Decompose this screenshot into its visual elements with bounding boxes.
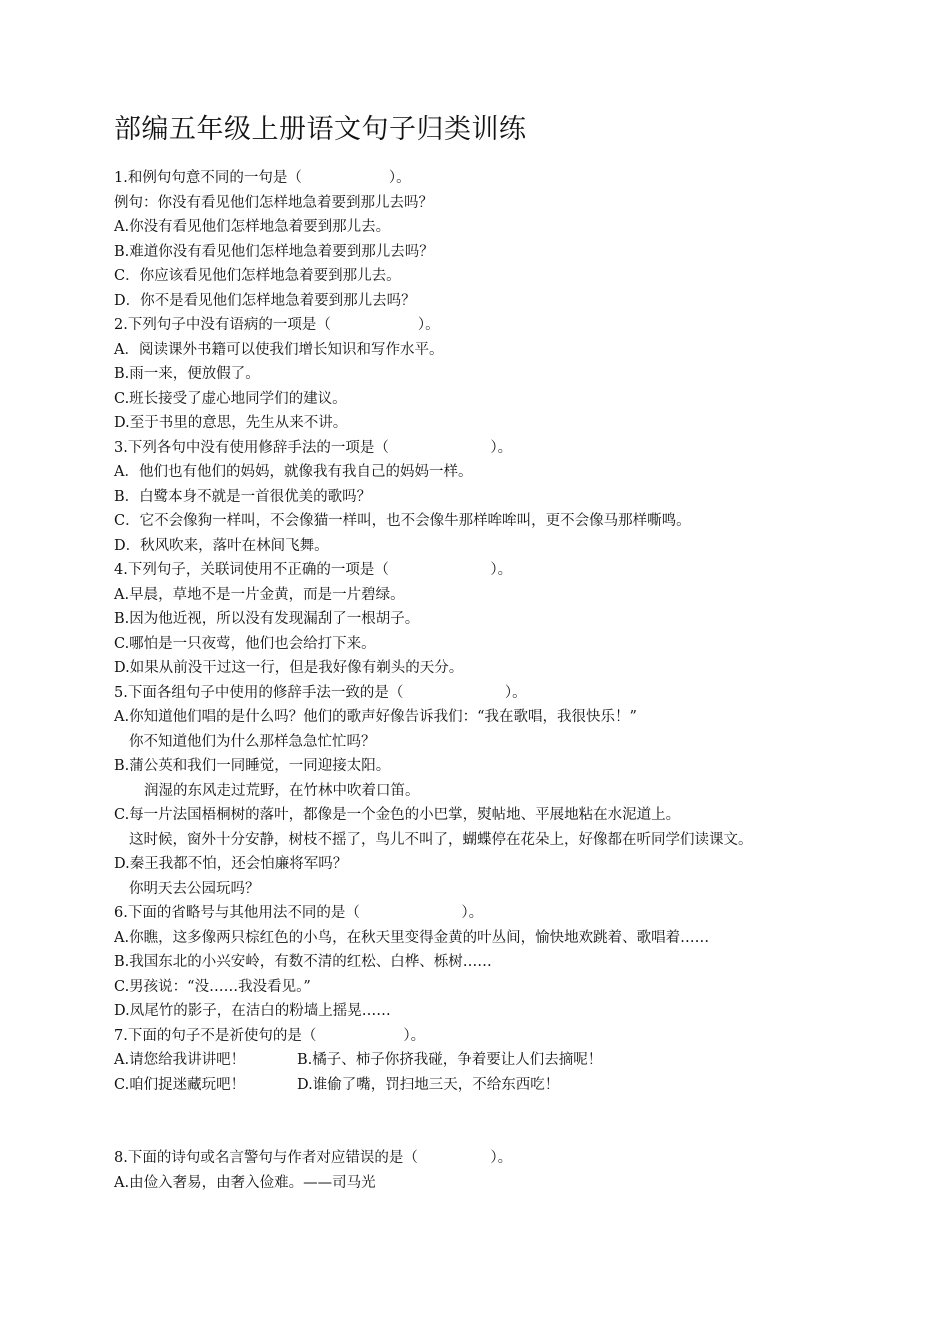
question-5-option-b-line-1: B.蒲公英和我们一同睡觉，一同迎接太阳。 [114,758,391,774]
question-7-option-c: C.咱们捉迷藏玩吧！ [114,1076,246,1093]
question-3-option-c: C．它不会像狗一样叫，不会像猫一样叫，也不会像牛那样哞哞叫，更不会像马那样嘶鸣。 [114,513,691,529]
question-5-option-a-line-2: 你不知道他们为什么那样急急忙忙吗？ [129,733,376,750]
question-4-option-d: D.如果从前没干过这一行，但是我好像有剃头的天分。 [114,660,464,676]
question-7-stem: 7.下面的句子不是祈使句的是（ ）。 [114,1027,426,1044]
question-4-option-b: B.因为他近视，所以没有发现漏刮了一根胡子。 [114,611,420,627]
question-1-example: 例句：你没有看见他们怎样地急着要到那儿去吗？ [114,194,433,211]
question-3-option-b: B．白鹭本身不就是一首很优美的歌吗？ [114,488,372,505]
question-1-option-a: A.你没有看见他们怎样地急着要到那儿去。 [114,219,391,235]
question-8-option-a: A.由俭入奢易，由奢入俭难。——司马光 [114,1174,376,1191]
question-5-option-b-line-2: 润湿的东风走过荒野，在竹林中吹着口笛。 [144,782,420,799]
blank-spacer [114,1097,934,1146]
question-list [114,166,934,1195]
question-5-option-c-line-2: 这时候，窗外十分安静，树枝不摇了，鸟儿不叫了，蝴蝶停在花朵上，好像都在听同学们读课文。 [129,831,753,848]
question-7-options-row-2 [114,1073,934,1098]
question-4-option-c: C.哪怕是一只夜莺，他们也会给打下来。 [114,635,376,652]
question-2-option-d: D.至于书里的意思，先生从来不讲。 [114,415,348,431]
question-5-option-c-line-1: C.每一片法国梧桐树的落叶，都像是一个金色的小巴掌，熨帖地、平展地粘在水泥道上。 [114,807,681,823]
question-5-stem: 5.下面各组句子中使用的修辞手法一致的是（ ）。 [114,684,527,701]
question-7-option-b: B.橘子、柿子你挤我碰，争着要让人们去摘呢！ [297,1052,603,1068]
question-2-option-b: B.雨一来，便放假了。 [114,366,260,382]
question-1-stem: 1.和例句句意不同的一句是（ ）。 [114,170,411,186]
question-6-option-a: A.你瞧，这多像两只棕红色的小鸟，在秋天里变得金黄的叶丛间，愉快地欢跳着、歌唱着…… [114,929,710,946]
document-title: 部编五年级上册语文句子归类训练 [114,114,527,145]
question-1-option-c: C．你应该看见他们怎样地急着要到那儿去。 [114,268,401,284]
question-5-option-d-line-2: 你明天去公园玩吗？ [129,880,260,897]
question-8-stem: 8.下面的诗句或名言警句与作者对应错误的是（ ）。 [114,1150,513,1166]
question-1-option-d: D．你不是看见他们怎样地急着要到那儿去吗？ [114,292,416,309]
question-3-option-d: D．秋风吹来，落叶在林间飞舞。 [114,537,329,554]
question-2-stem: 2.下列句子中没有语病的一项是（ ）。 [114,317,440,333]
question-2-option-a: A．阅读课外书籍可以使我们增长知识和写作水平。 [114,341,444,358]
question-5-option-d-line-1: D.秦王我都不怕，还会怕廉将军吗？ [114,856,348,872]
question-6-option-b: B.我国东北的小兴安岭，有数不清的红松、白桦、栎树…… [114,954,492,970]
question-7-option-d: D.谁偷了嘴，罚扫地三天，不给东西吃！ [297,1076,560,1093]
question-2-option-c: C.班长接受了虚心地同学们的建议。 [114,390,347,407]
question-6-stem: 6.下面的省略号与其他用法不同的是（ ）。 [114,905,484,921]
question-7-option-a: A.请您给我讲讲吧！ [114,1052,246,1068]
question-4-stem: 4.下列句子，关联词使用不正确的一项是（ ）。 [114,562,513,578]
question-1-option-b: B.难道你没有看见他们怎样地急着要到那儿去吗？ [114,243,434,260]
question-7-options-row-1 [114,1048,934,1073]
question-3-stem: 3.下列各句中没有使用修辞手法的一项是（ ）。 [114,439,513,456]
question-6-option-d: D.凤尾竹的影子，在洁白的粉墙上摇晃…… [114,1003,391,1019]
question-5-option-a-line-1: A.你知道他们唱的是什么吗？他们的歌声好像告诉我们：“我在歌唱，我很快乐！” [114,709,637,725]
question-4-option-a: A.早晨，草地不是一片金黄，而是一片碧绿。 [114,586,405,603]
question-6-option-c: C.男孩说：“没……我没看见。” [114,978,311,995]
question-3-option-a: A．他们也有他们的妈妈，就像我有我自己的妈妈一样。 [114,464,473,480]
